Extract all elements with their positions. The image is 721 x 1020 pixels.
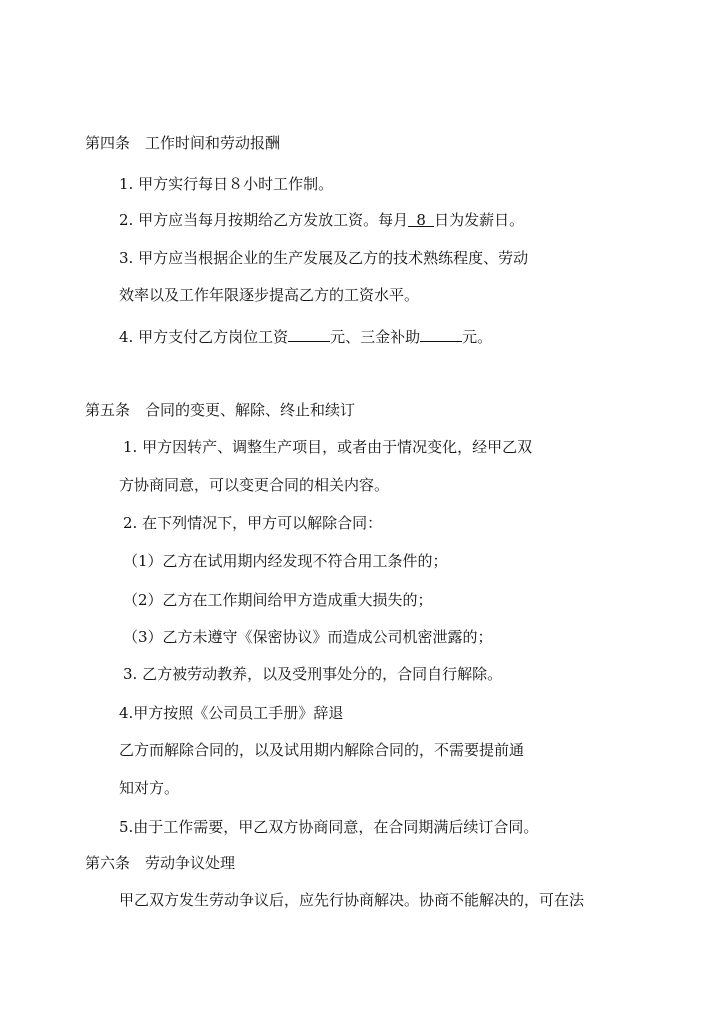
section-4-item-4-suffix: 元。 — [462, 328, 493, 346]
section-5-sub-item-2: （2）乙方在工作期间给甲方造成重大损失的； — [123, 591, 433, 609]
section-4-item-2 — [119, 210, 524, 230]
section-5-item-5: 5.由于工作需要，甲乙双方协商同意，在合同期满后续订合同。 — [119, 818, 539, 836]
section-5-heading: 第五条 合同的变更、解除、终止和续订 — [85, 401, 356, 419]
section-6-line-1: 甲乙双方发生劳动争议后，应先行协商解决。协商不能解决的，可在法 — [119, 891, 585, 909]
section-4-item-3-line-1: 3. 甲方应当根据企业的生产发展及乙方的技术熟练程度、劳动 — [119, 249, 529, 267]
section-4-item-2-suffix: 日为发薪日。 — [434, 211, 525, 229]
section-6-heading: 第六条 劳动争议处理 — [85, 854, 236, 872]
section-4-item-4 — [119, 325, 492, 345]
payday-blank: 8 — [408, 210, 434, 227]
section-5-item-4-line-2: 乙方而解除合同的，以及试用期内解除合同的，不需要提前通 — [119, 741, 525, 759]
section-5-item-2: 2. 在下列情况下，甲方可以解除合同： — [123, 514, 383, 532]
section-5-item-1-line-1: 1. 甲方因转产、调整生产项目，或者由于情况变化，经甲乙双 — [123, 438, 533, 456]
section-4-item-1: 1. 甲方实行每日８小时工作制。 — [119, 175, 334, 193]
section-5-item-4-line-1: 4.甲方按照《公司员工手册》辞退 — [119, 704, 344, 722]
section-5-item-3: 3. 乙方被劳动教养，以及受刑事处分的，合同自行解除。 — [123, 665, 503, 683]
section-4-item-3-line-2: 效率以及工作年限逐步提高乙方的工资水平。 — [119, 286, 420, 304]
section-4-item-4-mid: 元、三金补助 — [330, 328, 421, 346]
wage-blank — [288, 325, 330, 342]
section-5-sub-item-1: （1）乙方在试用期内经发现不符合用工条件的； — [123, 552, 448, 570]
section-5-sub-item-3: （3）乙方未遵守《保密协议》而造成公司机密泄露的； — [123, 628, 493, 646]
section-5-item-1-line-2: 方协商同意，可以变更合同的相关内容。 — [119, 476, 390, 494]
section-4-heading: 第四条 工作时间和劳动报酬 — [85, 134, 281, 152]
subsidy-blank — [420, 325, 462, 342]
section-5-item-4-line-3: 知对方。 — [119, 779, 180, 797]
section-4-item-4-prefix: 4. 甲方支付乙方岗位工资 — [119, 328, 289, 346]
section-4-item-2-prefix: 2. 甲方应当每月按期给乙方发放工资。每月 — [119, 211, 409, 229]
